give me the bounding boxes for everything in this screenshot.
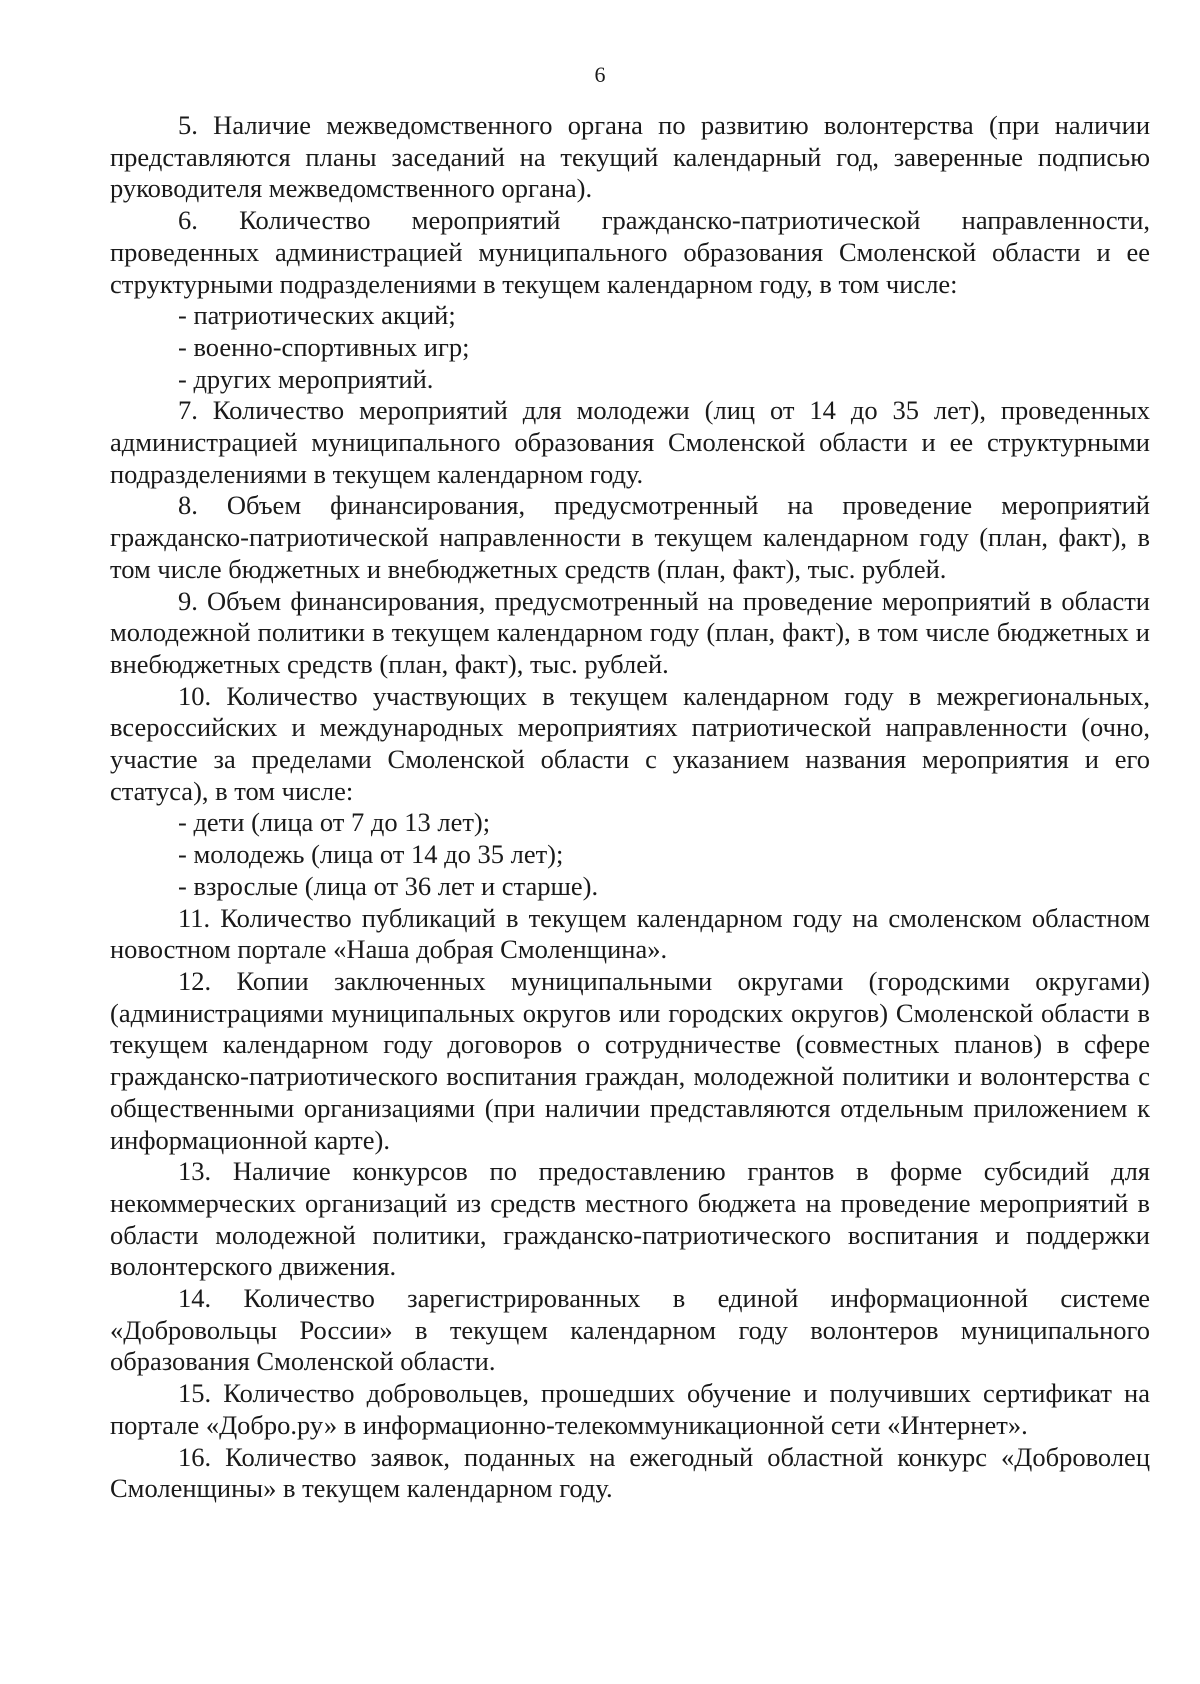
item-5: 5. Наличие межведомственного органа по развитию волонтерства (при наличии представляются планы заседаний на текущий календарный год, заверенные подписью руководителя межведомственного органа). [110,110,1150,204]
item-12: 12. Копии заключенных муниципальными округами (городскими округами) (администрациями муниципальных округов или городских округов) Смоленской области в текущем календарном году договоров о сотрудничестве (совместных планов) в сфере гражданско-патриотического воспитания граждан, молодежной политики и волонтерства с общественными организациями (при наличии представляются отдельным приложением к информационной карте). [110,965,1150,1155]
item-6: 6. Количество мероприятий гражданско-патриотической направленности, проведенных администрацией муниципального образования Смоленской области и ее структурными подразделениями в текущем календарном году, в том числе: [110,205,1150,299]
item-7: 7. Количество мероприятий для молодежи (лиц от 14 до 35 лет), проведенных администрацией муниципального образования Смоленской области и ее структурными подразделениями в текущем календарном году. [110,395,1150,489]
item-13: 13. Наличие конкурсов по предоставлению грантов в форме субсидий для некоммерческих организаций из средств местного бюджета на проведение мероприятий в области молодежной политики, гражданско-патриотического воспитания и поддержки волонтерского движения. [110,1156,1150,1282]
item-10-sub-children: - дети (лица от 7 до 13 лет); [178,807,491,838]
page-number: 6 [594,62,606,87]
item-14: 14. Количество зарегистрированных в единой информационной системе «Добровольцы России» в текущем календарном году волонтеров муниципального образования Смоленской области. [110,1283,1150,1377]
item-10-sub-youth: - молодежь (лица от 14 до 35 лет); [178,839,564,870]
item-6-sub-military-sport-games: - военно-спортивных игр; [178,331,470,362]
item-8: 8. Объем финансирования, предусмотренный на проведение мероприятий гражданско-патриотической направленности в текущем календарном году (план, факт), в том числе бюджетных и внебюджетных средств (план, факт), тыс. рублей. [110,490,1150,584]
item-11: 11. Количество публикаций в текущем календарном году на смоленском областном новостном портале «Наша добрая Смоленщина». [110,902,1150,965]
item-6-sub-other-events: - других мероприятий. [178,363,434,394]
item-9: 9. Объем финансирования, предусмотренный на проведение мероприятий в области молодежной политики в текущем календарном году (план, факт), в том числе бюджетных и внебюджетных средств (план, факт), тыс. рублей. [110,585,1150,679]
document-body [110,110,1150,1505]
item-16: 16. Количество заявок, поданных на ежегодный областной конкурс «Доброволец Смоленщины» в текущем календарном году. [110,1441,1150,1504]
item-15: 15. Количество добровольцев, прошедших обучение и получивших сертификат на портале «Добро.ру» в информационно-телекоммуникационной сети «Интернет». [110,1378,1150,1440]
item-10-sub-adults: - взрослые (лица от 36 лет и старше). [178,870,599,901]
item-6-sub-patriotic-actions: - патриотических акций; [178,300,456,331]
item-10: 10. Количество участвующих в текущем календарном году в межрегиональных, всероссийских и международных мероприятиях патриотической направленности (очно, участие за пределами Смоленской области с указанием названия мероприятия и его статуса), в том числе: [110,680,1150,806]
